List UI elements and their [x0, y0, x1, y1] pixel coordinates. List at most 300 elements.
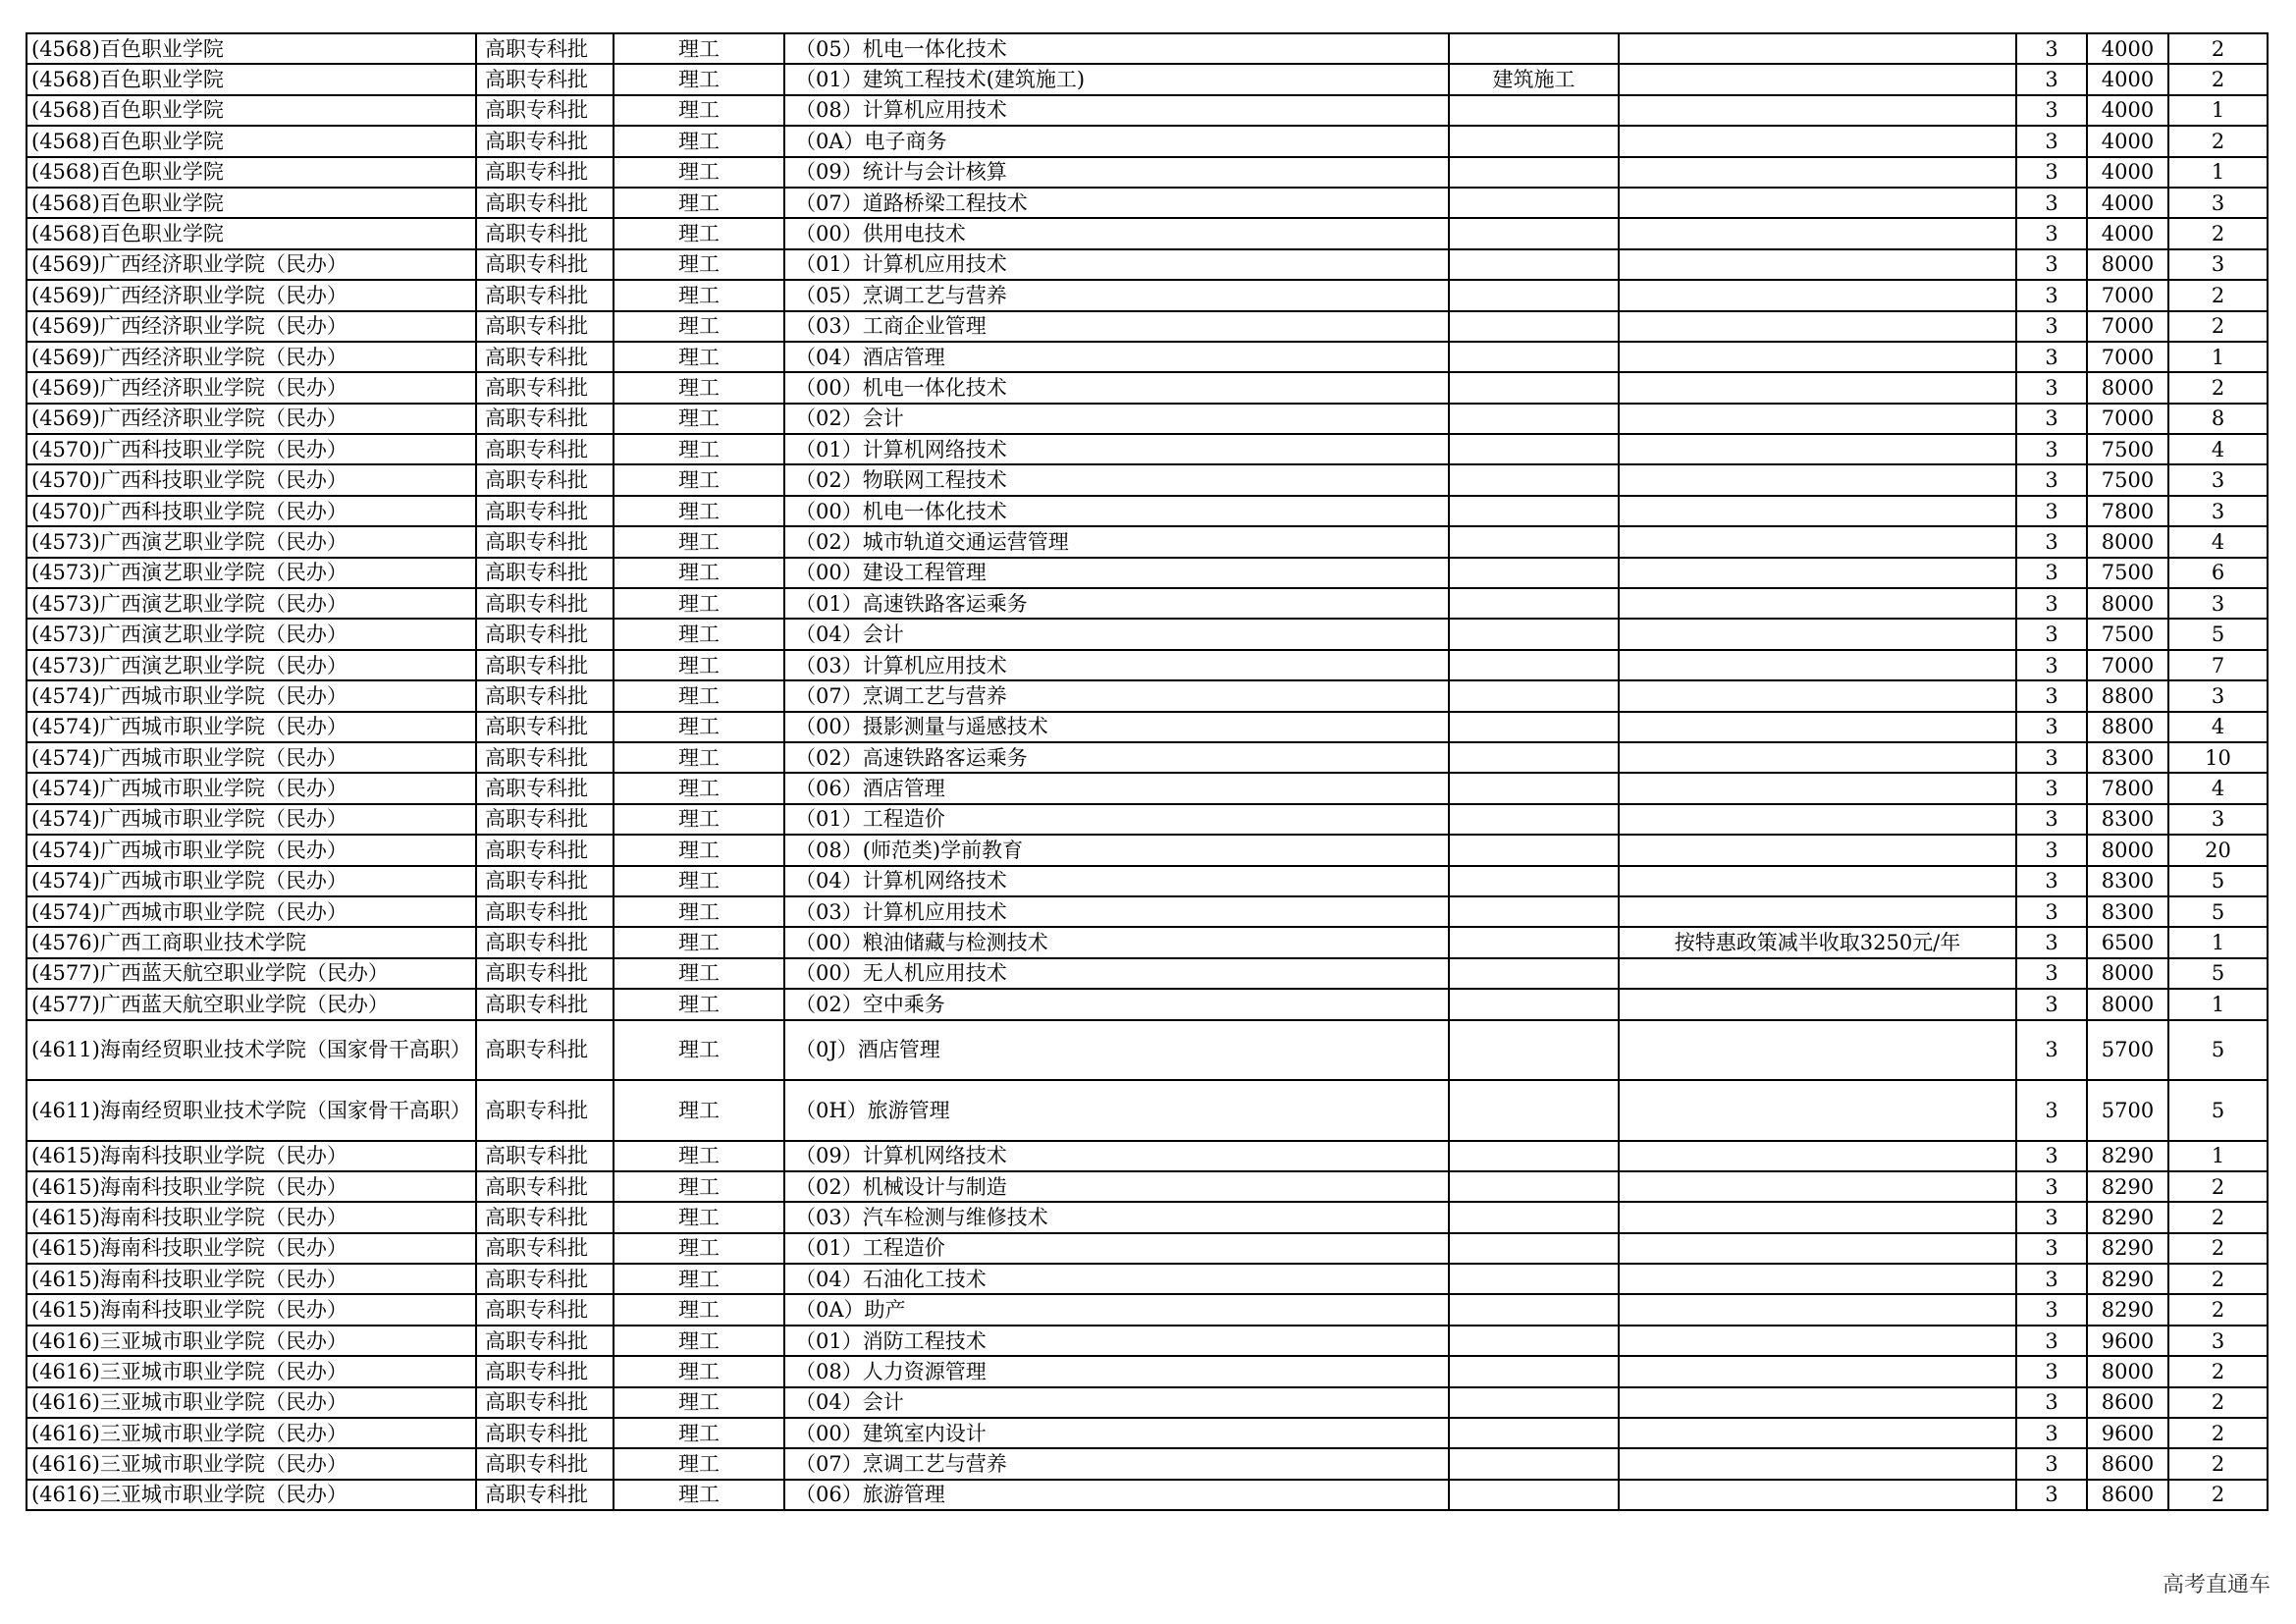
tuition-fee-cell: 4000 — [2087, 33, 2168, 64]
table-row — [27, 249, 2268, 280]
remark-cell — [1619, 496, 2016, 526]
batch-cell: 高职专科批 — [476, 526, 614, 557]
tuition-fee-cell: 4000 — [2087, 95, 2168, 126]
school-name-cell: (4569)广西经济职业学院（民办） — [27, 372, 476, 403]
batch-cell: 高职专科批 — [476, 804, 614, 835]
table-row — [27, 588, 2268, 619]
plan-count-cell: 4 — [2168, 773, 2268, 803]
tuition-fee-cell: 8290 — [2087, 1294, 2168, 1325]
school-name-cell: (4573)广西演艺职业学院（民办） — [27, 650, 476, 680]
major-direction-cell — [1449, 464, 1619, 495]
batch-cell: 高职专科批 — [476, 342, 614, 372]
tuition-fee-cell: 5700 — [2087, 1080, 2168, 1141]
batch-cell: 高职专科批 — [476, 404, 614, 434]
remark-cell — [1619, 311, 2016, 342]
remark-cell — [1619, 280, 2016, 310]
major-name-cell: （03）汽车检测与维修技术 — [784, 1202, 1449, 1232]
batch-cell: 高职专科批 — [476, 742, 614, 773]
plan-count-cell: 2 — [2168, 1294, 2268, 1325]
major-direction-cell — [1449, 1387, 1619, 1418]
table-row — [27, 218, 2268, 248]
tuition-fee-cell: 8000 — [2087, 526, 2168, 557]
remark-cell — [1619, 680, 2016, 711]
major-direction-cell — [1449, 372, 1619, 403]
major-name-cell: （00）粮油储藏与检测技术 — [784, 927, 1449, 957]
study-years-cell: 3 — [2016, 434, 2087, 464]
table-row — [27, 1171, 2268, 1202]
subject-category-cell: 理工 — [614, 1418, 784, 1448]
subject-category-cell: 理工 — [614, 188, 784, 218]
major-direction-cell — [1449, 866, 1619, 896]
study-years-cell: 3 — [2016, 342, 2087, 372]
study-years-cell: 3 — [2016, 742, 2087, 773]
school-name-cell: (4569)广西经济职业学院（民办） — [27, 342, 476, 372]
remark-cell — [1619, 64, 2016, 94]
plan-count-cell: 3 — [2168, 464, 2268, 495]
remark-cell — [1619, 218, 2016, 248]
major-name-cell: （01）计算机网络技术 — [784, 434, 1449, 464]
plan-count-cell: 3 — [2168, 1326, 2268, 1356]
batch-cell: 高职专科批 — [476, 249, 614, 280]
tuition-fee-cell: 7800 — [2087, 496, 2168, 526]
plan-count-cell: 1 — [2168, 157, 2268, 188]
tuition-fee-cell: 7000 — [2087, 650, 2168, 680]
table-row — [27, 526, 2268, 557]
subject-category-cell: 理工 — [614, 1356, 784, 1386]
study-years-cell: 3 — [2016, 1480, 2087, 1510]
tuition-fee-cell: 8290 — [2087, 1202, 2168, 1232]
batch-cell: 高职专科批 — [476, 1202, 614, 1232]
major-direction-cell — [1449, 650, 1619, 680]
table-row — [27, 1233, 2268, 1264]
major-direction-cell — [1449, 958, 1619, 989]
tuition-fee-cell: 8300 — [2087, 896, 2168, 927]
study-years-cell: 3 — [2016, 249, 2087, 280]
remark-cell — [1619, 773, 2016, 803]
plan-count-cell: 2 — [2168, 1448, 2268, 1479]
major-direction-cell — [1449, 95, 1619, 126]
subject-category-cell: 理工 — [614, 1171, 784, 1202]
subject-category-cell: 理工 — [614, 496, 784, 526]
major-direction-cell — [1449, 1020, 1619, 1081]
batch-cell: 高职专科批 — [476, 1141, 614, 1171]
plan-count-cell: 8 — [2168, 404, 2268, 434]
batch-cell: 高职专科批 — [476, 188, 614, 218]
major-name-cell: （02）空中乘务 — [784, 989, 1449, 1019]
remark-cell — [1619, 558, 2016, 588]
study-years-cell: 3 — [2016, 1387, 2087, 1418]
study-years-cell: 3 — [2016, 712, 2087, 742]
plan-count-cell: 3 — [2168, 804, 2268, 835]
batch-cell: 高职专科批 — [476, 989, 614, 1019]
table-row — [27, 496, 2268, 526]
plan-count-cell: 3 — [2168, 588, 2268, 619]
plan-count-cell: 2 — [2168, 1264, 2268, 1294]
major-direction-cell — [1449, 126, 1619, 156]
study-years-cell: 3 — [2016, 496, 2087, 526]
batch-cell: 高职专科批 — [476, 464, 614, 495]
tuition-fee-cell: 8000 — [2087, 588, 2168, 619]
table-row — [27, 342, 2268, 372]
study-years-cell: 3 — [2016, 1356, 2087, 1386]
plan-count-cell: 7 — [2168, 650, 2268, 680]
batch-cell: 高职专科批 — [476, 588, 614, 619]
table-row — [27, 372, 2268, 403]
school-name-cell: (4568)百色职业学院 — [27, 218, 476, 248]
batch-cell: 高职专科批 — [476, 927, 614, 957]
major-name-cell: （08）人力资源管理 — [784, 1356, 1449, 1386]
remark-cell — [1619, 1326, 2016, 1356]
table-row — [27, 619, 2268, 649]
major-name-cell: （0J）酒店管理 — [784, 1020, 1449, 1081]
subject-category-cell: 理工 — [614, 33, 784, 64]
major-direction-cell — [1449, 1480, 1619, 1510]
table-row — [27, 1264, 2268, 1294]
plan-count-cell: 2 — [2168, 372, 2268, 403]
school-name-cell: (4574)广西城市职业学院（民办） — [27, 712, 476, 742]
remark-cell — [1619, 1387, 2016, 1418]
school-name-cell: (4574)广西城市职业学院（民办） — [27, 835, 476, 865]
remark-cell — [1619, 619, 2016, 649]
subject-category-cell: 理工 — [614, 218, 784, 248]
table-row — [27, 1294, 2268, 1325]
study-years-cell: 3 — [2016, 1171, 2087, 1202]
remark-cell — [1619, 896, 2016, 927]
school-name-cell: (4616)三亚城市职业学院（民办） — [27, 1326, 476, 1356]
school-name-cell: (4573)广西演艺职业学院（民办） — [27, 588, 476, 619]
batch-cell: 高职专科批 — [476, 434, 614, 464]
remark-cell — [1619, 712, 2016, 742]
subject-category-cell: 理工 — [614, 866, 784, 896]
plan-count-cell: 5 — [2168, 1020, 2268, 1081]
major-direction-cell — [1449, 218, 1619, 248]
tuition-fee-cell: 7000 — [2087, 311, 2168, 342]
major-direction-cell — [1449, 404, 1619, 434]
study-years-cell: 3 — [2016, 1326, 2087, 1356]
plan-count-cell: 2 — [2168, 1418, 2268, 1448]
plan-count-cell: 1 — [2168, 927, 2268, 957]
study-years-cell: 3 — [2016, 157, 2087, 188]
table-row — [27, 958, 2268, 989]
major-name-cell: （04）石油化工技术 — [784, 1264, 1449, 1294]
remark-cell — [1619, 434, 2016, 464]
major-name-cell: （01）计算机应用技术 — [784, 249, 1449, 280]
study-years-cell: 3 — [2016, 866, 2087, 896]
table-row — [27, 1480, 2268, 1510]
major-name-cell: （0A）助产 — [784, 1294, 1449, 1325]
major-direction-cell — [1449, 773, 1619, 803]
school-name-cell: (4615)海南科技职业学院（民办） — [27, 1141, 476, 1171]
major-name-cell: （06）旅游管理 — [784, 1480, 1449, 1510]
remark-cell — [1619, 835, 2016, 865]
major-name-cell: （02）物联网工程技术 — [784, 464, 1449, 495]
major-name-cell: （08）计算机应用技术 — [784, 95, 1449, 126]
plan-count-cell: 2 — [2168, 280, 2268, 310]
table-row — [27, 280, 2268, 310]
table-row — [27, 157, 2268, 188]
major-name-cell: （03）工商企业管理 — [784, 311, 1449, 342]
major-direction-cell — [1449, 311, 1619, 342]
tuition-fee-cell: 8000 — [2087, 835, 2168, 865]
tuition-fee-cell: 8300 — [2087, 866, 2168, 896]
table-row — [27, 804, 2268, 835]
major-name-cell: （03）计算机应用技术 — [784, 896, 1449, 927]
study-years-cell: 3 — [2016, 280, 2087, 310]
subject-category-cell: 理工 — [614, 927, 784, 957]
school-name-cell: (4573)广西演艺职业学院（民办） — [27, 526, 476, 557]
batch-cell: 高职专科批 — [476, 1171, 614, 1202]
remark-cell — [1619, 372, 2016, 403]
major-name-cell: （04）会计 — [784, 619, 1449, 649]
major-direction-cell — [1449, 1233, 1619, 1264]
tuition-fee-cell: 8290 — [2087, 1264, 2168, 1294]
tuition-fee-cell: 8600 — [2087, 1387, 2168, 1418]
batch-cell: 高职专科批 — [476, 1418, 614, 1448]
remark-cell — [1619, 1171, 2016, 1202]
tuition-fee-cell: 8290 — [2087, 1141, 2168, 1171]
subject-category-cell: 理工 — [614, 64, 784, 94]
major-name-cell: （00）机电一体化技术 — [784, 496, 1449, 526]
table-body — [27, 33, 2268, 1510]
plan-count-cell: 5 — [2168, 958, 2268, 989]
study-years-cell: 3 — [2016, 311, 2087, 342]
major-name-cell: （03）计算机应用技术 — [784, 650, 1449, 680]
study-years-cell: 3 — [2016, 680, 2087, 711]
study-years-cell: 3 — [2016, 1141, 2087, 1171]
plan-count-cell: 1 — [2168, 342, 2268, 372]
table-row — [27, 404, 2268, 434]
tuition-fee-cell: 7000 — [2087, 280, 2168, 310]
plan-count-cell: 5 — [2168, 866, 2268, 896]
plan-count-cell: 2 — [2168, 33, 2268, 64]
major-direction-cell — [1449, 280, 1619, 310]
subject-category-cell: 理工 — [614, 1387, 784, 1418]
major-name-cell: （04）酒店管理 — [784, 342, 1449, 372]
batch-cell: 高职专科批 — [476, 1294, 614, 1325]
major-direction-cell — [1449, 588, 1619, 619]
school-name-cell: (4569)广西经济职业学院（民办） — [27, 404, 476, 434]
study-years-cell: 3 — [2016, 1233, 2087, 1264]
batch-cell: 高职专科批 — [476, 1080, 614, 1141]
study-years-cell: 3 — [2016, 1418, 2087, 1448]
major-name-cell: （07）道路桥梁工程技术 — [784, 188, 1449, 218]
plan-count-cell: 3 — [2168, 188, 2268, 218]
plan-count-cell: 4 — [2168, 712, 2268, 742]
enrollment-plan-table — [26, 32, 2269, 1511]
batch-cell: 高职专科批 — [476, 372, 614, 403]
subject-category-cell: 理工 — [614, 958, 784, 989]
tuition-fee-cell: 7000 — [2087, 342, 2168, 372]
plan-count-cell: 2 — [2168, 126, 2268, 156]
watermark-text: 高考直通车 — [2162, 1573, 2270, 1597]
batch-cell: 高职专科批 — [476, 1448, 614, 1479]
major-direction-cell — [1449, 188, 1619, 218]
major-direction-cell — [1449, 1418, 1619, 1448]
tuition-fee-cell: 6500 — [2087, 927, 2168, 957]
plan-count-cell: 6 — [2168, 558, 2268, 588]
remark-cell — [1619, 157, 2016, 188]
tuition-fee-cell: 8290 — [2087, 1171, 2168, 1202]
major-name-cell: （08）(师范类)学前教育 — [784, 835, 1449, 865]
school-name-cell: (4573)广西演艺职业学院（民办） — [27, 558, 476, 588]
batch-cell: 高职专科批 — [476, 126, 614, 156]
subject-category-cell: 理工 — [614, 464, 784, 495]
tuition-fee-cell: 8800 — [2087, 680, 2168, 711]
plan-count-cell: 3 — [2168, 680, 2268, 711]
table-row — [27, 434, 2268, 464]
study-years-cell: 3 — [2016, 1294, 2087, 1325]
major-name-cell: （00）无人机应用技术 — [784, 958, 1449, 989]
table-row — [27, 188, 2268, 218]
school-name-cell: (4576)广西工商职业技术学院 — [27, 927, 476, 957]
batch-cell: 高职专科批 — [476, 558, 614, 588]
table-row — [27, 33, 2268, 64]
major-name-cell: （01）工程造价 — [784, 1233, 1449, 1264]
major-name-cell: （07）烹调工艺与营养 — [784, 680, 1449, 711]
major-direction-cell — [1449, 835, 1619, 865]
remark-cell — [1619, 249, 2016, 280]
table-row — [27, 866, 2268, 896]
school-name-cell: (4568)百色职业学院 — [27, 64, 476, 94]
major-name-cell: （09）计算机网络技术 — [784, 1141, 1449, 1171]
subject-category-cell: 理工 — [614, 1233, 784, 1264]
major-direction-cell — [1449, 1171, 1619, 1202]
remark-cell — [1619, 1480, 2016, 1510]
school-name-cell: (4616)三亚城市职业学院（民办） — [27, 1356, 476, 1386]
remark-cell — [1619, 1294, 2016, 1325]
subject-category-cell: 理工 — [614, 1294, 784, 1325]
table-row — [27, 1418, 2268, 1448]
batch-cell: 高职专科批 — [476, 496, 614, 526]
major-name-cell: （01）消防工程技术 — [784, 1326, 1449, 1356]
plan-count-cell: 10 — [2168, 742, 2268, 773]
table-row — [27, 558, 2268, 588]
batch-cell: 高职专科批 — [476, 712, 614, 742]
school-name-cell: (4568)百色职业学院 — [27, 157, 476, 188]
school-name-cell: (4574)广西城市职业学院（民办） — [27, 773, 476, 803]
study-years-cell: 3 — [2016, 188, 2087, 218]
table-row — [27, 712, 2268, 742]
major-name-cell: （00）机电一体化技术 — [784, 372, 1449, 403]
table-row — [27, 311, 2268, 342]
school-name-cell: (4574)广西城市职业学院（民办） — [27, 896, 476, 927]
major-name-cell: （04）计算机网络技术 — [784, 866, 1449, 896]
subject-category-cell: 理工 — [614, 650, 784, 680]
major-direction-cell — [1449, 680, 1619, 711]
subject-category-cell: 理工 — [614, 680, 784, 711]
major-direction-cell — [1449, 804, 1619, 835]
subject-category-cell: 理工 — [614, 835, 784, 865]
major-direction-cell — [1449, 1080, 1619, 1141]
major-direction-cell — [1449, 1448, 1619, 1479]
study-years-cell: 3 — [2016, 33, 2087, 64]
table-row — [27, 773, 2268, 803]
school-name-cell: (4574)广西城市职业学院（民办） — [27, 680, 476, 711]
remark-cell — [1619, 588, 2016, 619]
tuition-fee-cell: 7500 — [2087, 464, 2168, 495]
study-years-cell: 3 — [2016, 958, 2087, 989]
table-row — [27, 95, 2268, 126]
major-name-cell: （02）城市轨道交通运营管理 — [784, 526, 1449, 557]
batch-cell: 高职专科批 — [476, 680, 614, 711]
major-direction-cell — [1449, 496, 1619, 526]
school-name-cell: (4574)广西城市职业学院（民办） — [27, 866, 476, 896]
study-years-cell: 3 — [2016, 927, 2087, 957]
study-years-cell: 3 — [2016, 372, 2087, 403]
subject-category-cell: 理工 — [614, 1264, 784, 1294]
major-direction-cell: 建筑施工 — [1449, 64, 1619, 94]
school-name-cell: (4615)海南科技职业学院（民办） — [27, 1233, 476, 1264]
study-years-cell: 3 — [2016, 526, 2087, 557]
school-name-cell: (4573)广西演艺职业学院（民办） — [27, 619, 476, 649]
remark-cell — [1619, 126, 2016, 156]
study-years-cell: 3 — [2016, 804, 2087, 835]
school-name-cell: (4615)海南科技职业学院（民办） — [27, 1202, 476, 1232]
school-name-cell: (4615)海南科技职业学院（民办） — [27, 1294, 476, 1325]
batch-cell: 高职专科批 — [476, 958, 614, 989]
table-row — [27, 1356, 2268, 1386]
tuition-fee-cell: 4000 — [2087, 188, 2168, 218]
tuition-fee-cell: 8000 — [2087, 989, 2168, 1019]
table-row — [27, 1202, 2268, 1232]
plan-count-cell: 2 — [2168, 1233, 2268, 1264]
plan-count-cell: 5 — [2168, 1080, 2268, 1141]
subject-category-cell: 理工 — [614, 558, 784, 588]
school-name-cell: (4568)百色职业学院 — [27, 95, 476, 126]
subject-category-cell: 理工 — [614, 95, 784, 126]
remark-cell — [1619, 1356, 2016, 1386]
school-name-cell: (4577)广西蓝天航空职业学院（民办） — [27, 989, 476, 1019]
table-row — [27, 835, 2268, 865]
plan-count-cell: 1 — [2168, 1141, 2268, 1171]
study-years-cell: 3 — [2016, 619, 2087, 649]
batch-cell: 高职专科批 — [476, 33, 614, 64]
plan-count-cell: 3 — [2168, 249, 2268, 280]
school-name-cell: (4574)广西城市职业学院（民办） — [27, 742, 476, 773]
tuition-fee-cell: 9600 — [2087, 1326, 2168, 1356]
school-name-cell: (4616)三亚城市职业学院（民办） — [27, 1387, 476, 1418]
tuition-fee-cell: 8300 — [2087, 742, 2168, 773]
school-name-cell: (4615)海南科技职业学院（民办） — [27, 1171, 476, 1202]
subject-category-cell: 理工 — [614, 588, 784, 619]
tuition-fee-cell: 8290 — [2087, 1233, 2168, 1264]
table-row — [27, 896, 2268, 927]
remark-cell — [1619, 804, 2016, 835]
plan-count-cell: 2 — [2168, 1171, 2268, 1202]
tuition-fee-cell: 8000 — [2087, 372, 2168, 403]
study-years-cell: 3 — [2016, 1448, 2087, 1479]
study-years-cell: 3 — [2016, 1264, 2087, 1294]
major-direction-cell — [1449, 1141, 1619, 1171]
table-row — [27, 680, 2268, 711]
remark-cell — [1619, 33, 2016, 64]
subject-category-cell: 理工 — [614, 742, 784, 773]
study-years-cell: 3 — [2016, 989, 2087, 1019]
remark-cell — [1619, 958, 2016, 989]
subject-category-cell: 理工 — [614, 311, 784, 342]
batch-cell: 高职专科批 — [476, 1233, 614, 1264]
table-row — [27, 1448, 2268, 1479]
major-name-cell: （00）建筑室内设计 — [784, 1418, 1449, 1448]
major-direction-cell — [1449, 434, 1619, 464]
major-name-cell: （0H）旅游管理 — [784, 1080, 1449, 1141]
remark-cell — [1619, 1141, 2016, 1171]
remark-cell — [1619, 1080, 2016, 1141]
tuition-fee-cell: 7000 — [2087, 404, 2168, 434]
batch-cell: 高职专科批 — [476, 1480, 614, 1510]
tuition-fee-cell: 8300 — [2087, 804, 2168, 835]
subject-category-cell: 理工 — [614, 804, 784, 835]
